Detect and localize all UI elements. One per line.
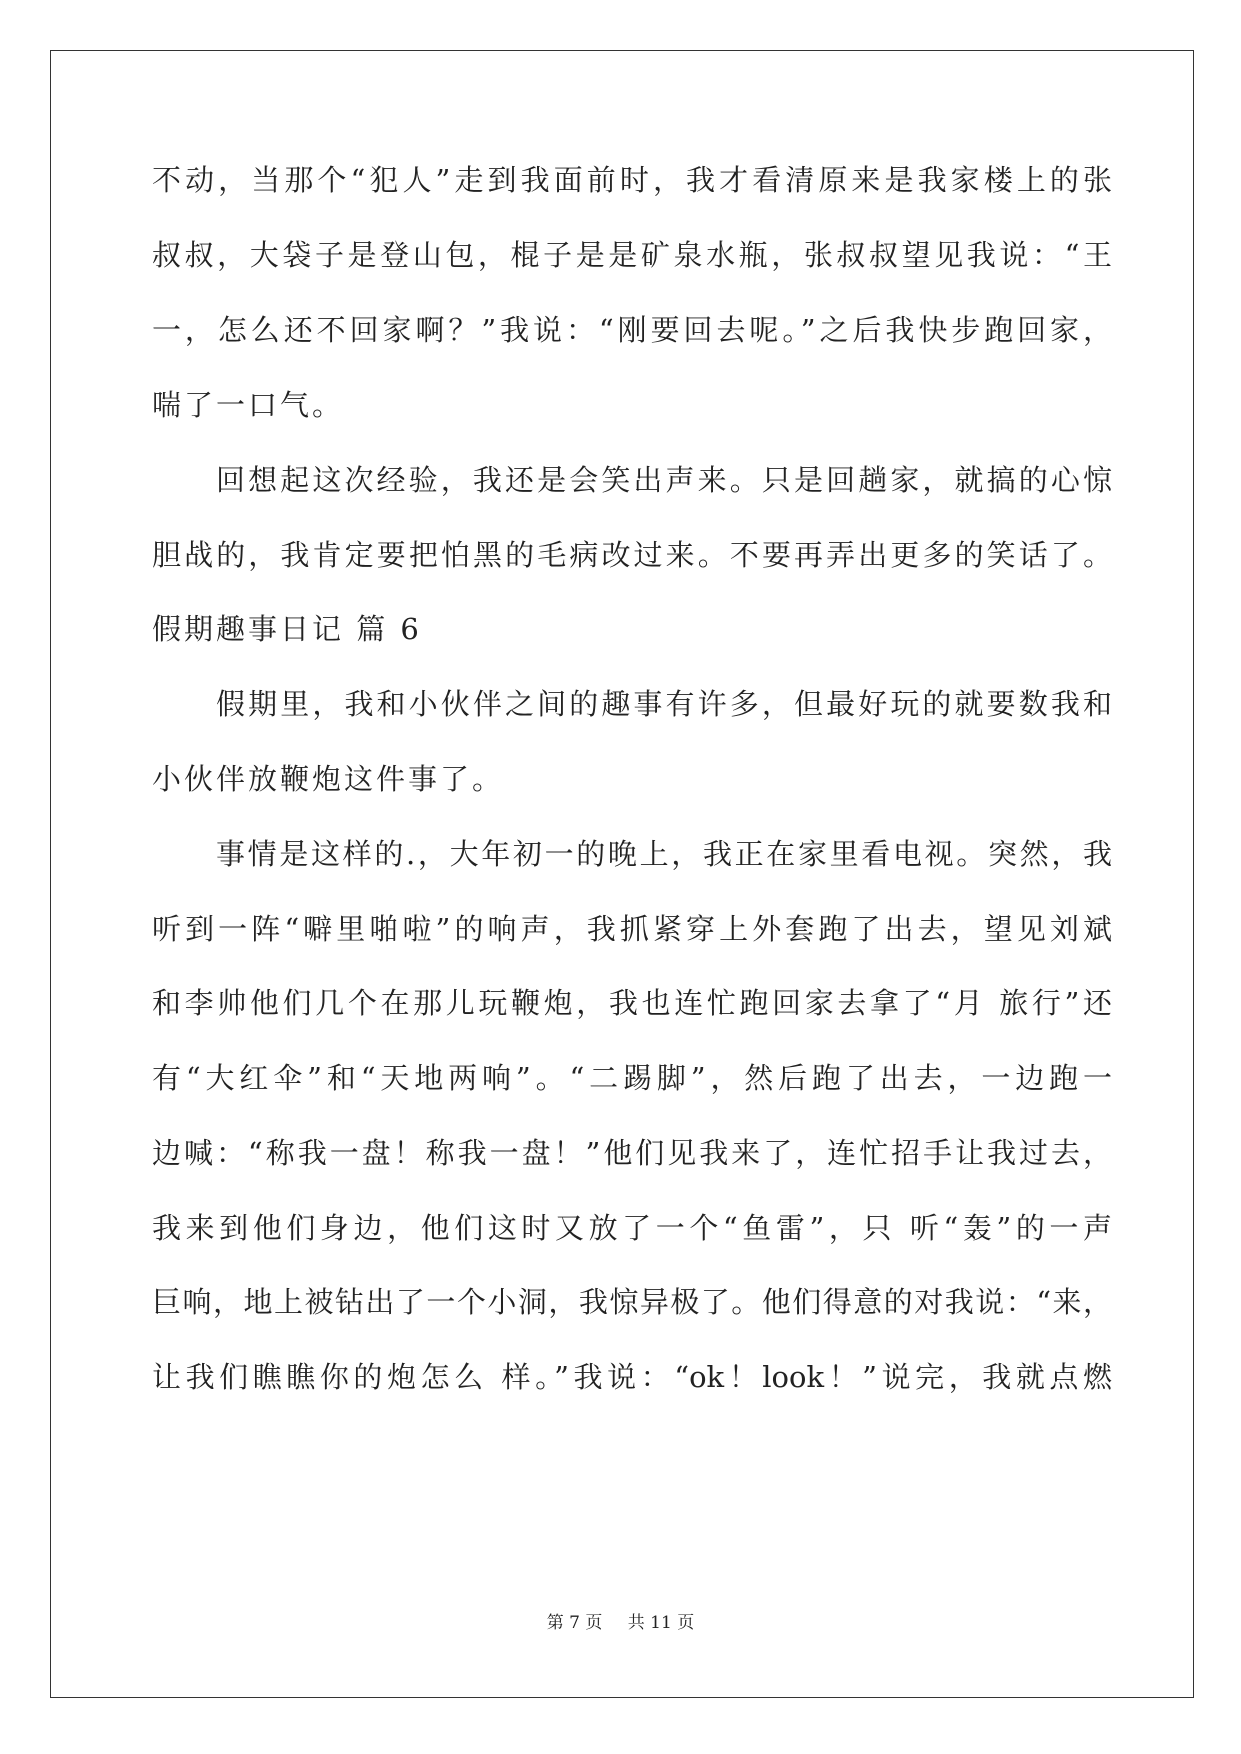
paragraph-line: 胆战的，我肯定要把怕黑的毛病改过来。不要再弄出更多的笑话了。 xyxy=(152,538,1112,572)
paragraph-line: 不动，当那个“犯人”走到我面前时，我才看清原来是我家楼上的张 xyxy=(152,163,1112,197)
paragraph-line: 我来到他们身边，他们这时又放了一个“鱼雷”，只 听“轰”的一声 xyxy=(152,1211,1112,1245)
paragraph-line: 一，怎么还不回家啊？”我说：“刚要回去呢。”之后我快步跑回家， xyxy=(152,313,1112,347)
paragraph-line: 小伙伴放鞭炮这件事了。 xyxy=(152,762,505,796)
paragraph-line: 喘了一口气。 xyxy=(152,388,345,422)
page-footer xyxy=(0,1608,1241,1633)
paragraph-line: 巨响，地上被钻出了一个小洞，我惊异极了。他们得意的对我说：“来， xyxy=(152,1285,1112,1319)
paragraph-line: 事情是这样的.，大年初一的晚上，我正在家里看电视。突然，我 xyxy=(216,837,1112,871)
page-total: 共 11 页 xyxy=(627,1613,695,1633)
paragraph-line: 叔叔，大袋子是登山包，棍子是是矿泉水瓶，张叔叔望见我说：“王 xyxy=(152,238,1112,272)
section-heading: 假期趣事日记 篇 6 xyxy=(152,612,422,646)
paragraph-line: 边喊：“称我一盘！称我一盘！”他们见我来了，连忙招手让我过去， xyxy=(152,1136,1112,1170)
paragraph-line: 假期里，我和小伙伴之间的趣事有许多，但最好玩的就要数我和 xyxy=(216,687,1112,721)
paragraph-line: 有“大红伞”和“天地两响”。“二踢脚”，然后跑了出去，一边跑一 xyxy=(152,1061,1112,1095)
paragraph-line: 听到一阵“噼里啪啦”的响声，我抓紧穿上外套跑了出去，望见刘斌 xyxy=(152,912,1112,946)
paragraph-line: 和李帅他们几个在那儿玩鞭炮，我也连忙跑回家去拿了“月 旅行”还 xyxy=(152,986,1112,1020)
paragraph-line: 回想起这次经验，我还是会笑出声来。只是回趟家，就搞的心惊 xyxy=(216,463,1112,497)
page-number: 第 7 页 xyxy=(546,1613,603,1633)
paragraph-line: 让我们瞧瞧你的炮怎么 样。”我说：“ok！look！”说完，我就点燃 xyxy=(152,1360,1112,1394)
